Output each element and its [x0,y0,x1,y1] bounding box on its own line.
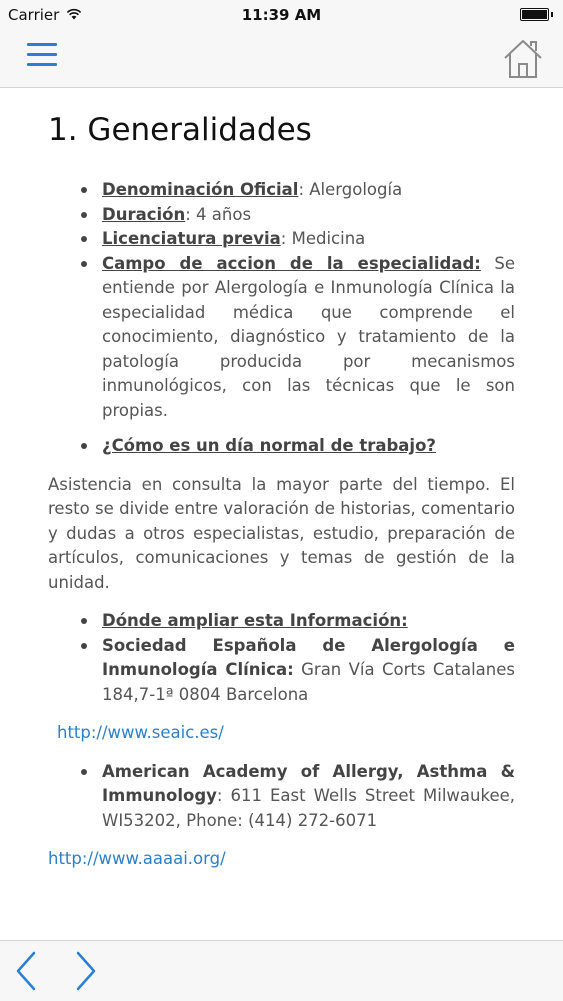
work-day-paragraph: Asistencia en consulta la mayor parte del tiempo. El resto se divide entre valoración de historias, comentario y dudas a otros especialistas, estudio, preparación de artículos, comunicaciones y temas de gestión de la unidad. [48,474,515,592]
organization-name: American Academy of Allergy, Asthma & Immunology [102,761,515,805]
organization-address: Gran Vía Corts Catalanes 184,7-1ª 0804 Barcelona [102,660,515,704]
status-bar [0,0,563,30]
more-info-list [48,609,515,707]
item-label: Duración [102,204,186,224]
aaaai-link[interactable]: http://www.aaaai.org/ [48,849,226,868]
item-separator: : [185,204,191,224]
organization-name: Sociedad Española de Alergología e Inmunología Clínica: [102,635,515,679]
work-day-heading: ¿Cómo es un día normal de trabajo? [102,436,436,455]
bottom-toolbar [0,940,563,1001]
list-item [102,227,515,252]
list-item [102,609,515,634]
item-separator: : [280,229,287,248]
item-separator: : [298,180,305,199]
item-text: Medicina [286,229,366,248]
chevron-left-icon[interactable] [12,949,42,993]
list-item [102,434,515,459]
list-item [102,252,515,424]
hamburger-menu-icon[interactable] [27,43,57,67]
clock: 11:39 AM [241,6,322,24]
list-item [102,760,515,834]
item-text: 4 años [190,204,252,224]
work-day-list [48,434,515,459]
carrier-label: Carrier [8,6,60,24]
navigation-bar [0,30,563,88]
list-item [102,178,515,203]
general-info-list [48,178,515,423]
more-info-heading: Dónde ampliar esta Información: [102,611,408,630]
item-label: Denominación Oficial [102,180,299,199]
seaic-link[interactable]: http://www.seaic.es/ [57,723,224,742]
item-label: Campo de accion de la especialidad: [102,253,481,273]
chevron-right-icon[interactable] [70,949,100,993]
page-title: 1. Generalidades [48,112,312,148]
organization-address: : 611 East Wells Street Milwaukee, WI53202, Phone: (414) 272-6071 [102,786,515,830]
home-icon[interactable] [501,36,545,80]
list-item [102,203,515,228]
item-label: Licenciatura previa [102,229,281,248]
battery-icon [520,8,549,21]
item-text: Alergología [304,180,403,199]
list-item [102,634,515,708]
aaaai-list [48,760,515,834]
item-text: Se entiende por Alergología e Inmunología Clínica la especialidad médica que comprende el conocimiento, diagnóstico y tratamiento de la patología producida por mecanismos inmunológicos, con las técnicas que le son propias. [102,253,515,420]
article-content [48,88,515,872]
